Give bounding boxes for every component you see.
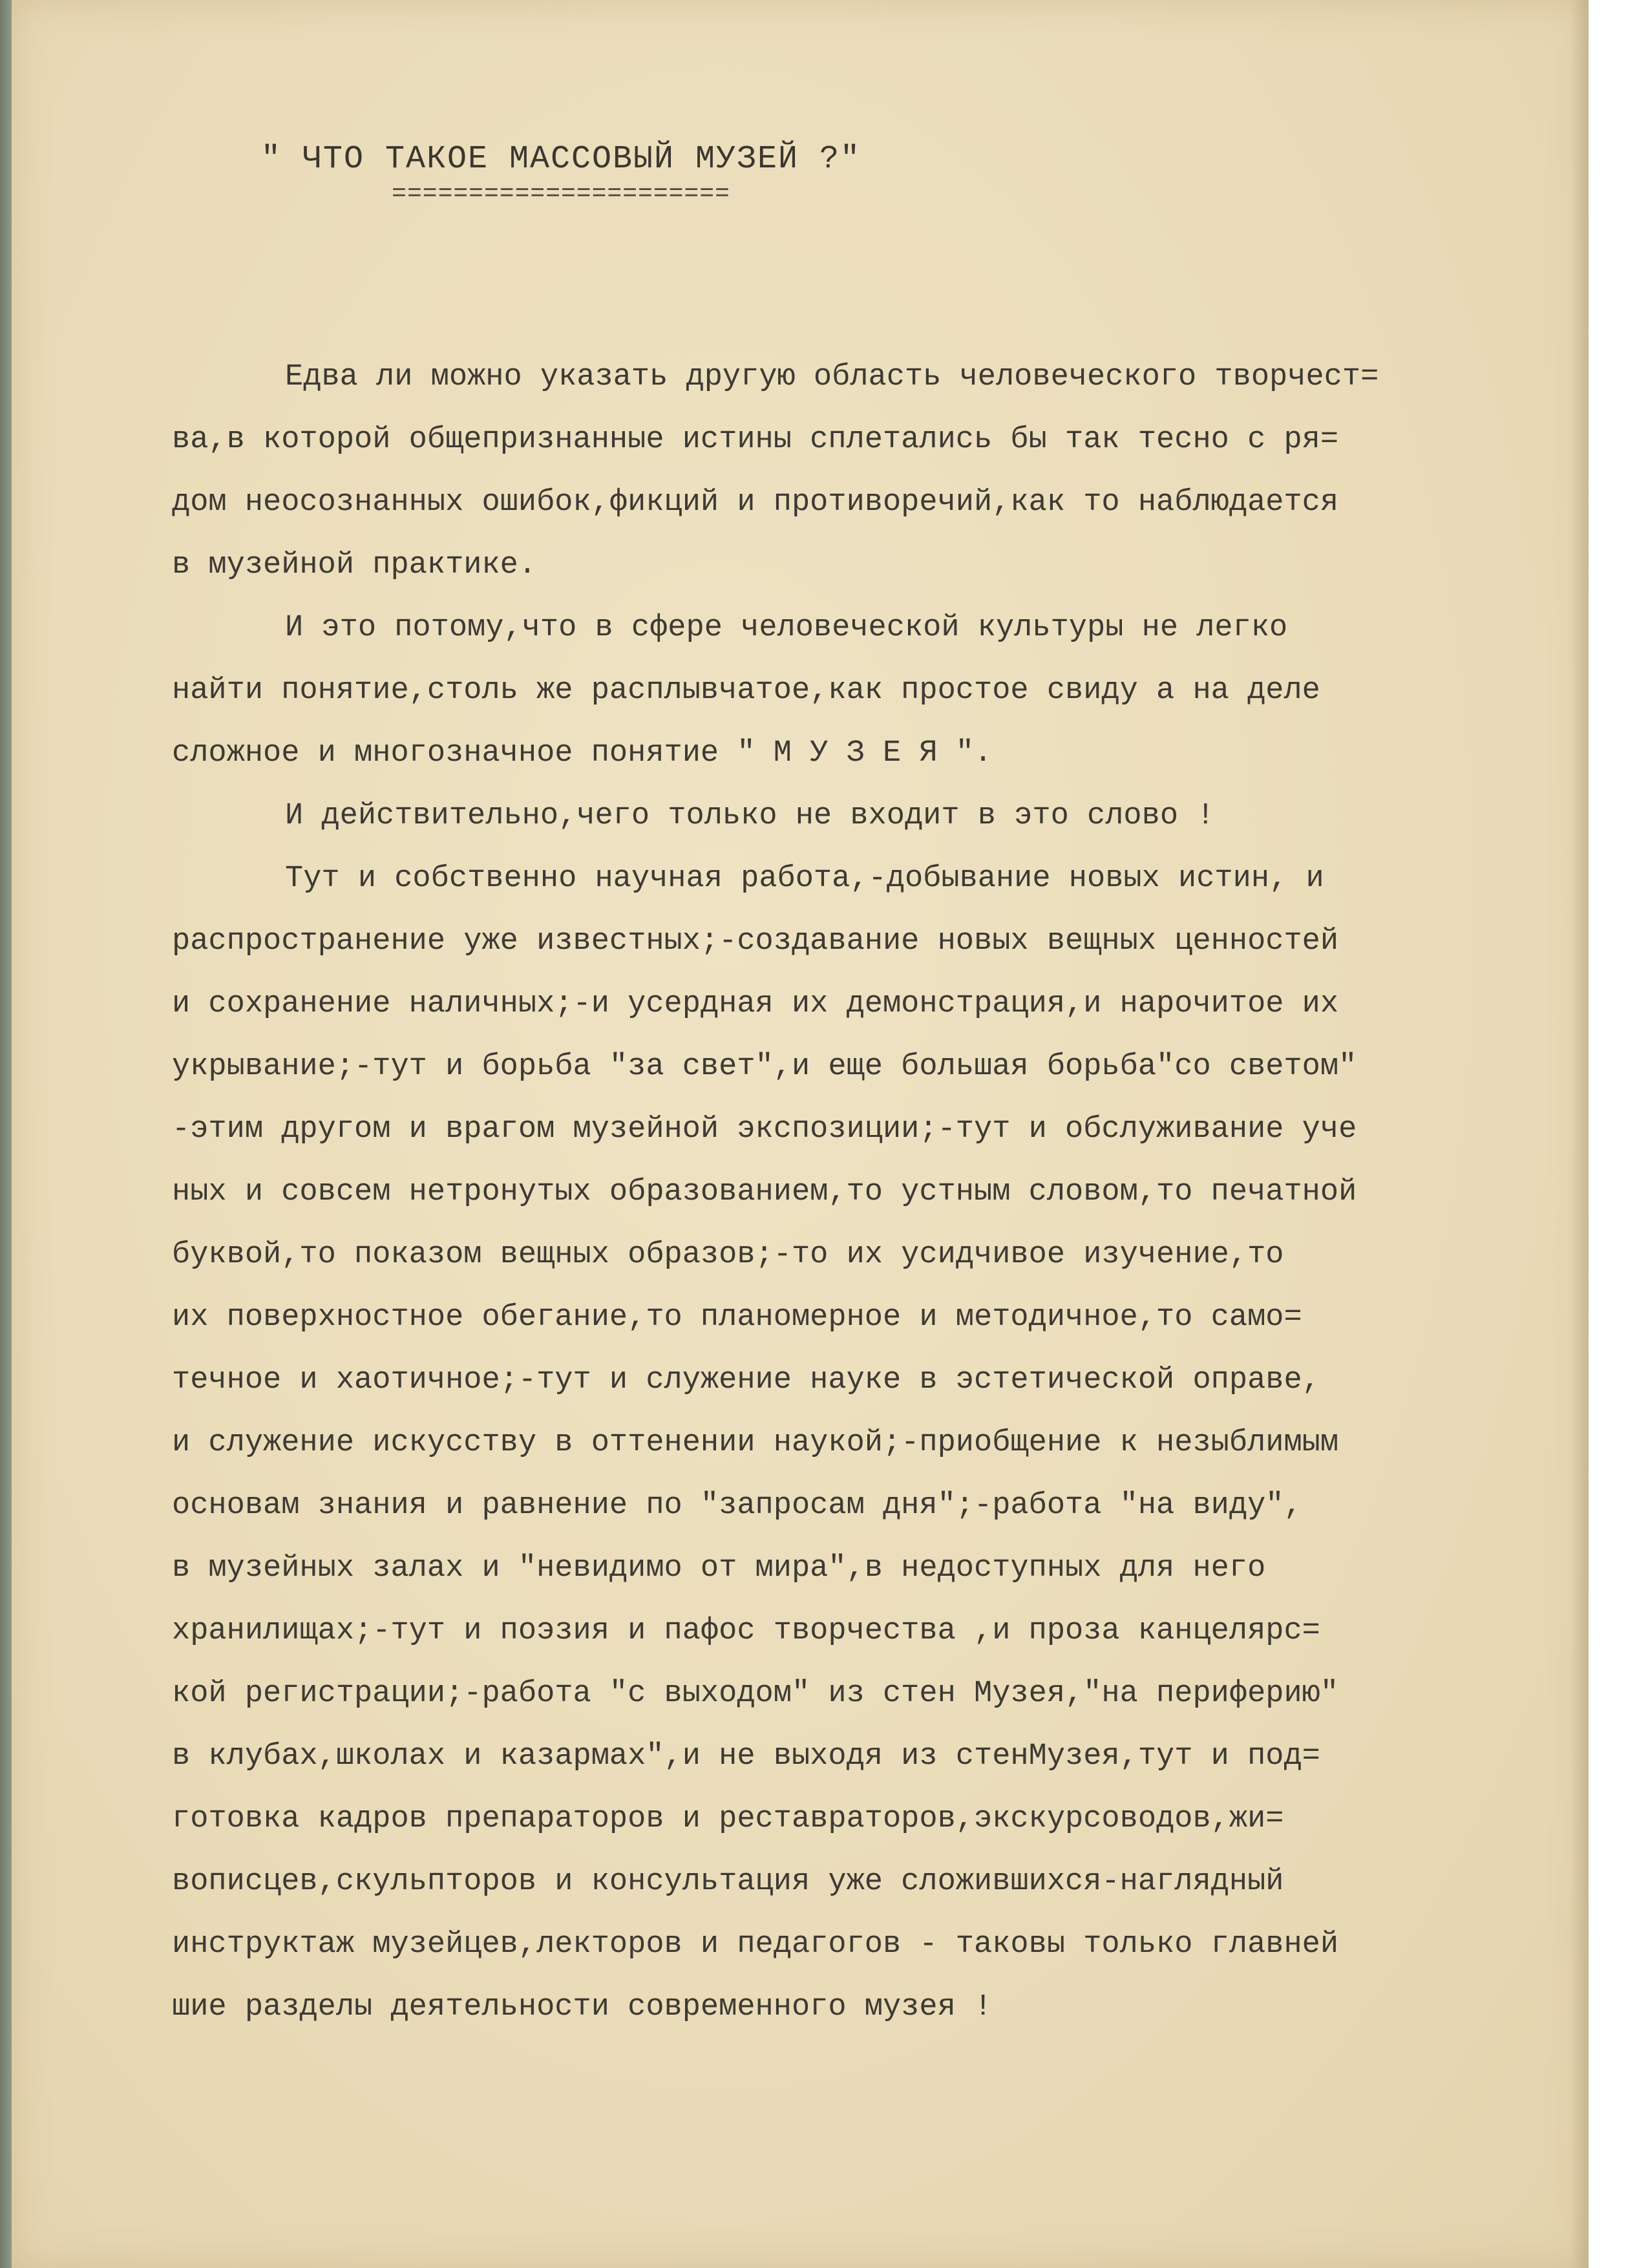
text-line: ных и совсем нетронутых образованием,то устным словом,то печатной [172,1175,1357,1209]
text-line: буквой,то показом вещных образов;-то их усидчивое изучение,то [172,1238,1284,1272]
document-title: " ЧТО ТАКОЕ МАССОВЫЙ МУЗЕЙ ?" [260,141,861,178]
text-line: инструктаж музейцев,лекторов и педагогов - таковы только главней [172,1927,1339,1962]
text-line: ва,в которой общепризнанные истины сплетались бы так тесно с ря= [172,423,1339,457]
text-line: в музейной практике. [172,548,537,582]
text-line: в клубах,школах и казармах",и не выходя из стенМузея,тут и под= [172,1739,1320,1774]
text-line: сложное и многозначное понятие " М У З Е Я ". [172,736,993,770]
paper-sheet [12,0,1589,2268]
text-line: распространение уже известных;-создавание новых вещных ценностей [172,924,1339,959]
text-line: Едва ли можно указать другую область человеческого творчест= [285,360,1379,394]
text-line: Тут и собственно научная работа,-добывание новых истин, и [285,862,1324,896]
text-line: хранилищах;-тут и поэзия и пафос творчества ,и проза канцелярс= [172,1614,1320,1648]
text-line: найти понятие,столь же расплывчатое,как простое свиду а на деле [172,673,1320,708]
text-line: и служение искусству в оттенении наукой;-приобщение к незыблимым [172,1426,1339,1460]
text-line: И действительно,чего только не входит в это слово ! [285,799,1215,833]
text-line: и сохранение наличных;-и усердная их демонстрация,и нарочитое их [172,987,1339,1021]
text-line: кой регистрации;-работа "с выходом" из стен Музея,"на периферию" [172,1677,1339,1711]
background-edge [1587,0,1648,2268]
text-line: -этим другом и врагом музейной экспозиции;-тут и обслуживание уче [172,1112,1357,1147]
text-line: в музейных залах и "невидимо от мира",в недоступных для него [172,1551,1266,1585]
text-line: течное и хаотичное;-тут и служение науке в эстетической оправе, [172,1363,1320,1397]
text-line: шие разделы деятельности современного музея ! [172,1990,993,2024]
text-line: их поверхностное обегание,то планомерное и методичное,то само= [172,1300,1302,1335]
text-line: готовка кадров препараторов и реставраторов,экскурсоводов,жи= [172,1802,1284,1836]
title-underline: ====================== [392,180,730,208]
document-body [172,346,1581,2039]
text-line: вописцев,скульпторов и консультация уже сложившихся-наглядный [172,1865,1284,1899]
text-line: основам знания и равнение по "запросам дня";-работа "на виду", [172,1489,1302,1523]
text-line: дом неосознанных ошибок,фикций и противоречий,как то наблюдается [172,485,1339,520]
text-line: укрывание;-тут и борьба "за свет",и еще большая борьба"со светом" [172,1050,1357,1084]
text-line: И это потому,что в сфере человеческой культуры не легко [285,611,1288,645]
